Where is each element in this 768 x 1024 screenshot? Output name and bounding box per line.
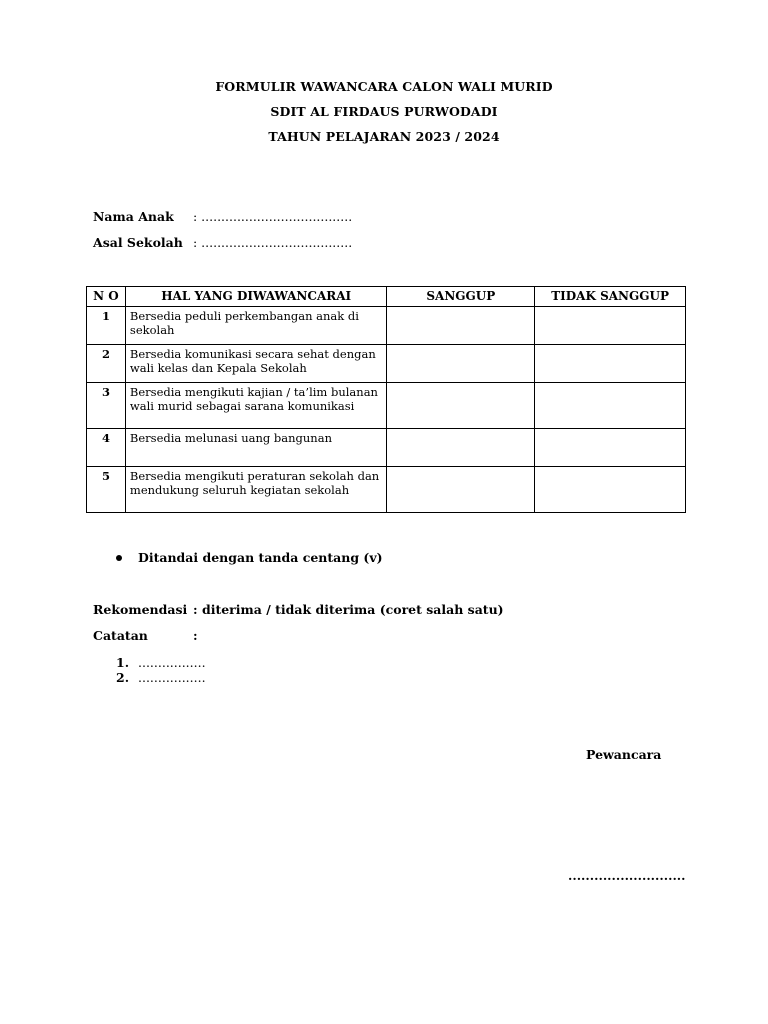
row-no: 5 [87, 466, 126, 512]
field-nama-anak [93, 209, 352, 225]
catatan-list [116, 655, 206, 685]
signature-title: Pewancara [586, 747, 662, 762]
row-no: 2 [87, 344, 126, 382]
table-row [87, 466, 686, 512]
asal-sekolah-value: : ...................................... [193, 235, 353, 250]
row-sanggup-cell[interactable] [387, 466, 535, 512]
header-year: TAHUN PELAJARAN 2023 / 2024 [268, 129, 500, 144]
list-item-number: 2. [116, 670, 130, 685]
row-sanggup-cell[interactable] [387, 306, 535, 344]
field-asal-sekolah [93, 235, 352, 251]
header-hal: HAL YANG DIWAWANCARAI [125, 287, 387, 307]
table-row [87, 428, 686, 466]
note-text: Ditandai dengan tanda centang (v) [138, 550, 383, 565]
catatan-line [93, 628, 198, 643]
rekomendasi-value: : diterima / tidak diterima (coret salah satu) [193, 602, 504, 617]
table-row [87, 306, 686, 344]
table-header-row [87, 287, 686, 307]
row-hal: Bersedia mengikuti peraturan sekolah dan mendukung seluruh kegiatan sekolah [125, 466, 387, 512]
row-sanggup-cell[interactable] [387, 344, 535, 382]
asal-sekolah-label: Asal Sekolah [93, 235, 183, 250]
row-no: 4 [87, 428, 126, 466]
header-sanggup: SANGGUP [387, 287, 535, 307]
interview-table [86, 286, 686, 513]
row-hal: Bersedia peduli perkembangan anak di sekolah [125, 306, 387, 344]
signature-line: ........................... [568, 868, 686, 883]
nama-anak-label: Nama Anak [93, 209, 174, 224]
row-tidak-sanggup-cell[interactable] [535, 428, 686, 466]
checkmark-note [116, 550, 383, 565]
row-tidak-sanggup-cell[interactable] [535, 344, 686, 382]
row-sanggup-cell[interactable] [387, 428, 535, 466]
row-tidak-sanggup-cell[interactable] [535, 466, 686, 512]
document-header [0, 78, 768, 153]
list-item-number: 1. [116, 655, 130, 670]
list-item-text: ................. [138, 655, 206, 670]
bullet-icon [116, 555, 122, 561]
rekomendasi-line [93, 602, 504, 617]
catatan-label: Catatan [93, 628, 148, 643]
header-title: FORMULIR WAWANCARA CALON WALI MURID [215, 79, 553, 94]
row-sanggup-cell[interactable] [387, 382, 535, 428]
header-no: N O [87, 287, 126, 307]
table-row [87, 382, 686, 428]
catatan-colon: : [193, 628, 198, 643]
row-no: 1 [87, 306, 126, 344]
row-hal: Bersedia mengikuti kajian / ta’lim bulanan wali murid sebagai sarana komunikasi [125, 382, 387, 428]
nama-anak-value: : ...................................... [193, 209, 353, 224]
table-row [87, 344, 686, 382]
list-item [116, 670, 206, 685]
list-item [116, 655, 206, 670]
list-item-text: ................. [138, 670, 206, 685]
row-no: 3 [87, 382, 126, 428]
row-hal: Bersedia melunasi uang bangunan [125, 428, 387, 466]
row-tidak-sanggup-cell[interactable] [535, 306, 686, 344]
header-school: SDIT AL FIRDAUS PURWODADI [270, 104, 498, 119]
rekomendasi-label: Rekomendasi [93, 602, 188, 617]
header-tidak-sanggup: TIDAK SANGGUP [535, 287, 686, 307]
row-tidak-sanggup-cell[interactable] [535, 382, 686, 428]
row-hal: Bersedia komunikasi secara sehat dengan wali kelas dan Kepala Sekolah [125, 344, 387, 382]
